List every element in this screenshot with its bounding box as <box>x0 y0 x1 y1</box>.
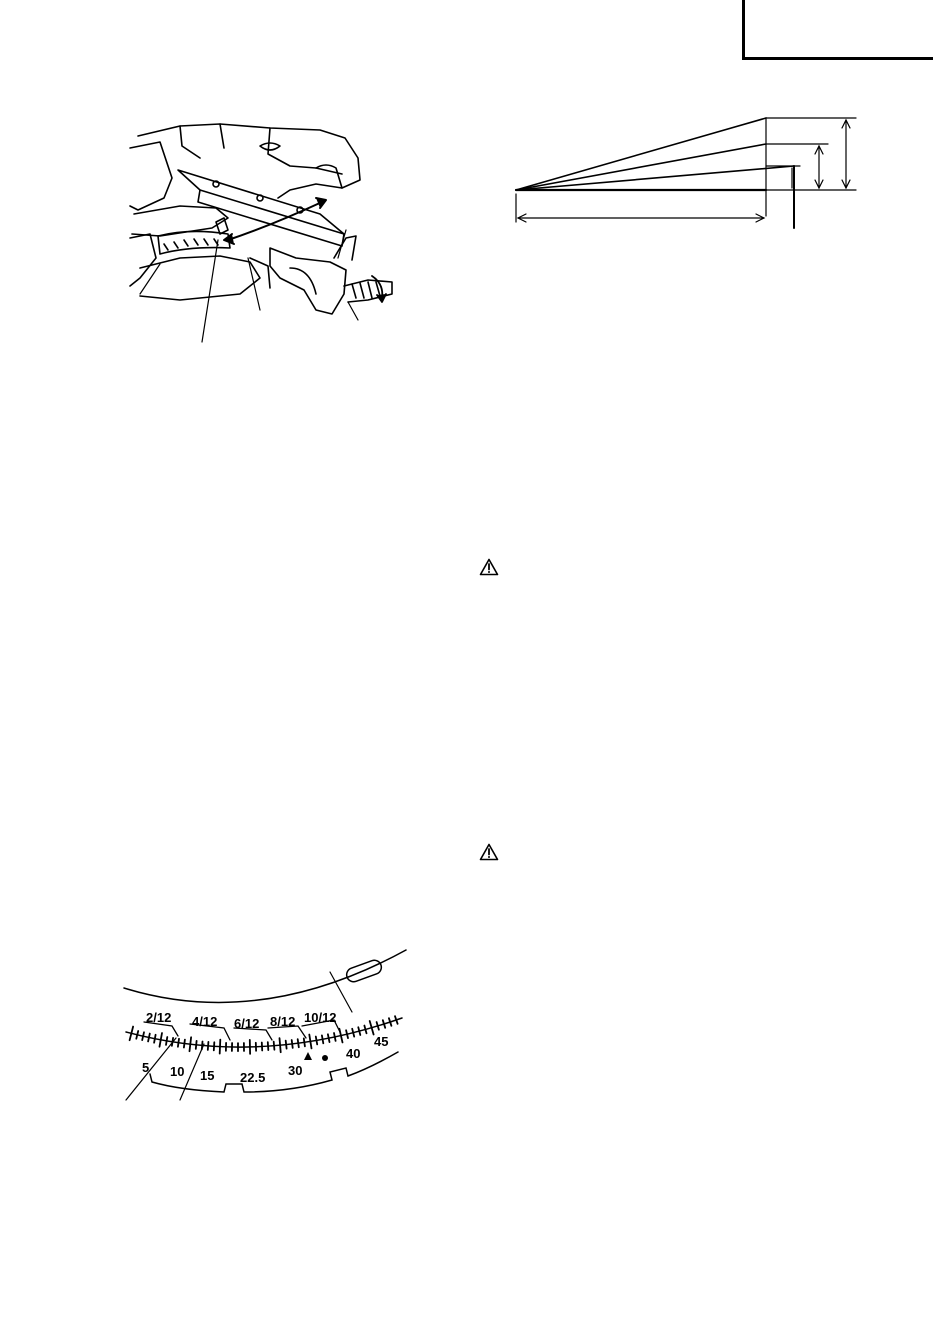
angle-deviation-diagram <box>510 110 870 235</box>
scale-tick <box>184 1040 185 1048</box>
scale-tick <box>298 1039 299 1047</box>
miter-saw-turntable-figure <box>120 118 420 358</box>
scale-tick <box>202 1042 203 1050</box>
scale-tick <box>190 1037 192 1051</box>
scale-tick <box>346 1030 348 1038</box>
angle-label: 45 <box>374 1034 389 1049</box>
pitch-label: 10/12 <box>304 1010 337 1025</box>
angle-label: 40 <box>346 1046 361 1061</box>
scale-tick <box>334 1033 336 1041</box>
scale-tick <box>352 1029 354 1037</box>
angle-label: 10 <box>170 1064 185 1079</box>
scale-tick <box>154 1035 156 1043</box>
scale-tick <box>214 1042 215 1050</box>
pitch-label: 6/12 <box>234 1016 260 1031</box>
scale-tick <box>377 1022 379 1030</box>
language-tab <box>742 0 933 60</box>
pitch-label: 8/12 <box>270 1014 296 1029</box>
scale-tick <box>309 1035 311 1049</box>
pitch-label: 4/12 <box>192 1014 218 1029</box>
scale-tick <box>136 1031 138 1039</box>
scale-tick <box>364 1026 366 1034</box>
scale-tick <box>208 1042 209 1050</box>
scale-tick <box>268 1042 269 1050</box>
pitch-label: 2/12 <box>146 1010 172 1025</box>
scale-tick <box>148 1034 150 1042</box>
scale-tick <box>395 1016 398 1024</box>
angle-label: 15 <box>200 1068 215 1083</box>
scale-tick <box>172 1038 173 1046</box>
scale-tick <box>274 1042 275 1050</box>
angle-label: 30 <box>288 1063 303 1078</box>
scale-tick <box>358 1027 360 1035</box>
scale-tick <box>166 1037 167 1045</box>
scale-tick <box>328 1034 330 1042</box>
scale-tick <box>178 1039 179 1047</box>
angle-label: 22.5 <box>240 1070 266 1085</box>
scale-tick <box>220 1040 221 1054</box>
scale-tick <box>383 1020 385 1028</box>
miter-angle-scale-figure <box>120 940 410 1110</box>
scale-tick <box>142 1032 144 1040</box>
scale-tick <box>292 1040 293 1048</box>
angle-label: 5 <box>142 1060 150 1075</box>
scale-tick <box>160 1033 163 1047</box>
scale-tick <box>280 1038 281 1052</box>
scale-tick <box>322 1035 323 1043</box>
scale-tick <box>304 1038 305 1046</box>
scale-tick <box>316 1037 317 1045</box>
scale-tick <box>196 1041 197 1049</box>
warning-triangle-icon <box>479 558 499 576</box>
scale-tick <box>286 1041 287 1049</box>
scale-tick <box>389 1018 392 1026</box>
warning-triangle-icon <box>479 843 499 861</box>
